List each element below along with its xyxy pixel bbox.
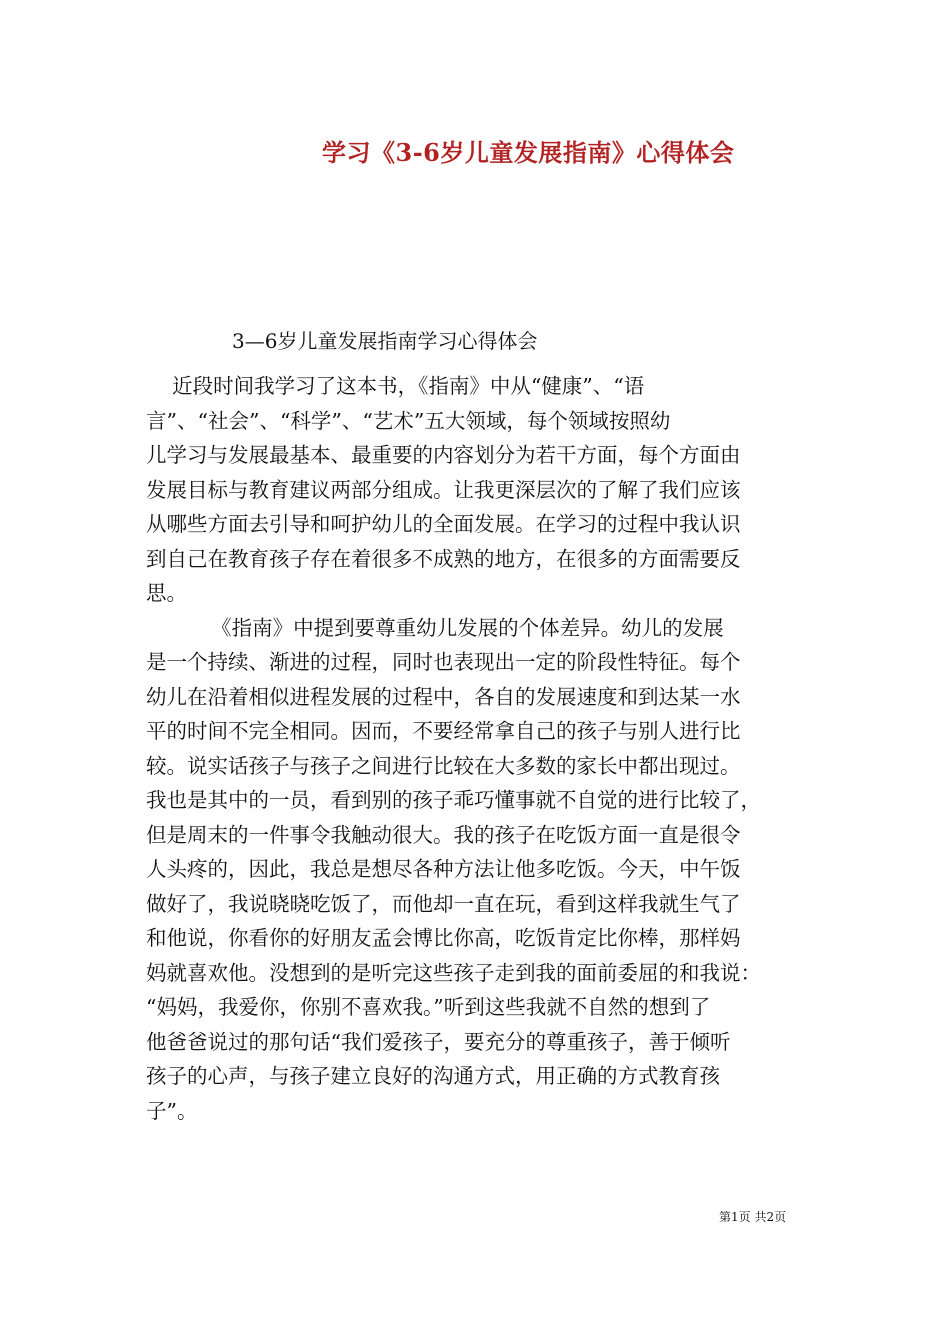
body-line: 幼儿在沿着相似进程发展的过程中，各自的发展速度和到达某一水: [146, 684, 741, 709]
body-line: 是一个持续、渐进的过程，同时也表现出一定的阶段性特征。每个: [146, 650, 741, 674]
body-line: 从哪些方面去引导和呵护幼儿的全面发展。在学习的过程中我认识: [146, 512, 741, 536]
body-line: 子”。: [146, 1098, 198, 1123]
body-line: 到自己在教育孩子存在着很多不成熟的地方，在很多的方面需要反: [146, 546, 741, 571]
body-line: 做好了，我说晓晓吃饭了，而他却一直在玩，看到这样我就生气了: [146, 891, 741, 916]
body-line: 妈就喜欢他。没想到的是听完这些孩子走到我的面前委屈的和我说：: [146, 960, 761, 985]
body-line: 人头疼的，因此，我总是想尽各种方法让他多吃饭。今天，中午饭: [146, 857, 741, 881]
document-subtitle: 3—6岁儿童发展指南学习心得体会: [232, 329, 538, 353]
body-line: 近段时间我学习了这本书，《指南》中从“健康”、“语: [146, 374, 645, 398]
body-line: 发展目标与教育建议两部分组成。让我更深层次的了解了我们应该: [146, 477, 741, 502]
body-line: 和他说，你看你的好朋友孟会博比你高，吃饭肯定比你棒，那样妈: [146, 926, 741, 950]
body-line: 《指南》中提到要尊重幼儿发展的个体差异。幼儿的发展: [146, 615, 724, 640]
body-line: 他爸爸说过的那句话“我们爱孩子，要充分的尊重孩子，善于倾听: [146, 1029, 731, 1054]
body-line: 平的时间不完全相同。因而，不要经常拿自己的孩子与别人进行比: [146, 719, 741, 743]
body-line: 我也是其中的一员，看到别的孩子乖巧懂事就不自觉的进行比较了，: [146, 788, 761, 812]
body-line: 儿学习与发展最基本、最重要的内容划分为若干方面，每个方面由: [146, 443, 741, 467]
body-line: 言”、“社会”、“科学”、“艺术”五大领域，每个领域按照幼: [146, 408, 671, 433]
body-line: 孩子的心声，与孩子建立良好的沟通方式，用正确的方式教育孩: [146, 1064, 720, 1088]
body-line: 但是周末的一件事令我触动很大。我的孩子在吃饭方面一直是很令: [146, 822, 741, 847]
body-line: 思。: [146, 581, 187, 605]
page-footer: 第1页 共2页: [719, 1210, 787, 1224]
body-line: “妈妈，我爱你，你别不喜欢我。”听到这些我就不自然的想到了: [146, 995, 711, 1019]
document-title: 学习《3-6岁儿童发展指南》心得体会: [322, 138, 735, 167]
body-line: 较。说实话孩子与孩子之间进行比较在大多数的家长中都出现过。: [146, 753, 741, 778]
